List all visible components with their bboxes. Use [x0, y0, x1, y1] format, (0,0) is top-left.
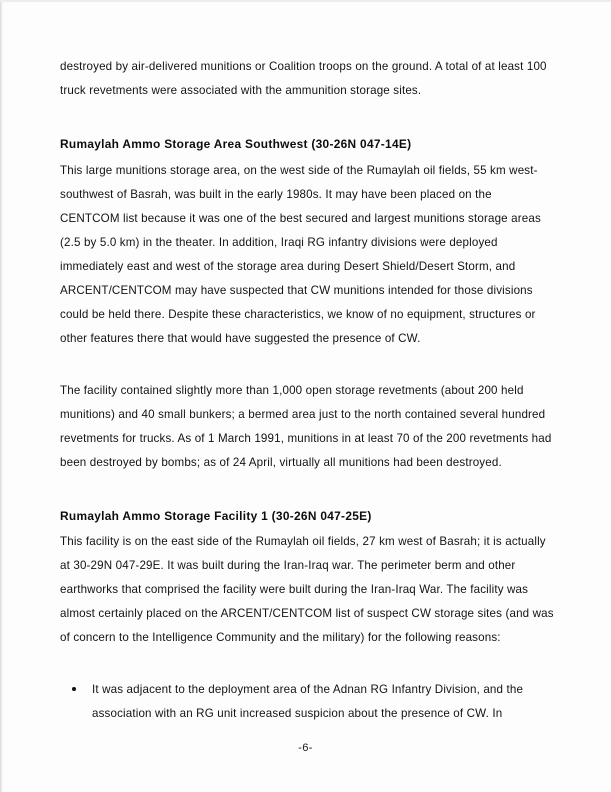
bullet-dot-icon: [72, 687, 76, 691]
paragraph-southwest-description: This large munitions storage area, on the west side of the Rumaylah oil fields, 55 km west-southwest of Basrah, was built in the early 1980s. It may have been placed on the CENTCOM list because it was one of the best secured and largest munitions storage areas (2.5 by 5.0 km) in the theater. In addition, Iraqi RG infantry divisions were deployed immediately east and west of the storage area during Desert Shield/Desert Storm, and ARCENT/CENTCOM may have suspected that CW munitions intended for those divisions could be held there. Despite these characteristics, we know of no equipment, structures or other features there that would have suggested the presence of CW.: [60, 163, 541, 345]
page-top-edge-shadow: [0, 0, 611, 2]
list-item-text: It was adjacent to the deployment area of the Adnan RG Infantry Division, and the association with an RG unit increased suspicion about the presence of CW. In: [92, 683, 524, 721]
list-item: [60, 678, 554, 726]
section-heading-southwest: Rumaylah Ammo Storage Area Southwest (30-26N 047-14E): [60, 136, 412, 151]
spacer: [60, 365, 554, 379]
paragraph-facility-1-description: This facility is on the east side of the Rumaylah oil fields, 27 km west of Basrah; it is actually at 30-29N 047-29E. It was built during the Iran-Iraq war. The perimeter berm and other earthworks that comprised the facility were built during the Iran-Iraq War. The facility was almost certainly placed on the ARCENT/CENTCOM list of suspect CW storage sites (and was of concern to the Intelligence Community and the military) for the following reasons:: [60, 535, 554, 645]
paragraph-southwest-revetments: The facility contained slightly more than 1,000 open storage revetments (about 200 held munitions) and 40 small bunkers; a bermed area just to the north contained several hundred revetments for trucks. As of 1 March 1991, munitions in at least 70 of the 200 revetments had been destroyed by bombs; as of 24 April, virtually all munitions had been destroyed.: [60, 383, 552, 469]
page-number: -6-: [298, 742, 313, 754]
document-body: [60, 55, 554, 726]
spacer: [60, 489, 554, 495]
paragraph-intro: destroyed by air-delivered munitions or Coalition troops on the ground. A total of at least 100 truck revetments were associated with the ammunition storage sites.: [60, 60, 547, 97]
spacer: [60, 664, 554, 678]
bullet-list: [60, 678, 554, 726]
page-left-edge-shadow: [0, 0, 3, 792]
section-heading-facility-1: Rumaylah Ammo Storage Facility 1 (30-26N 047-25E): [60, 508, 372, 523]
spacer: [60, 117, 554, 123]
